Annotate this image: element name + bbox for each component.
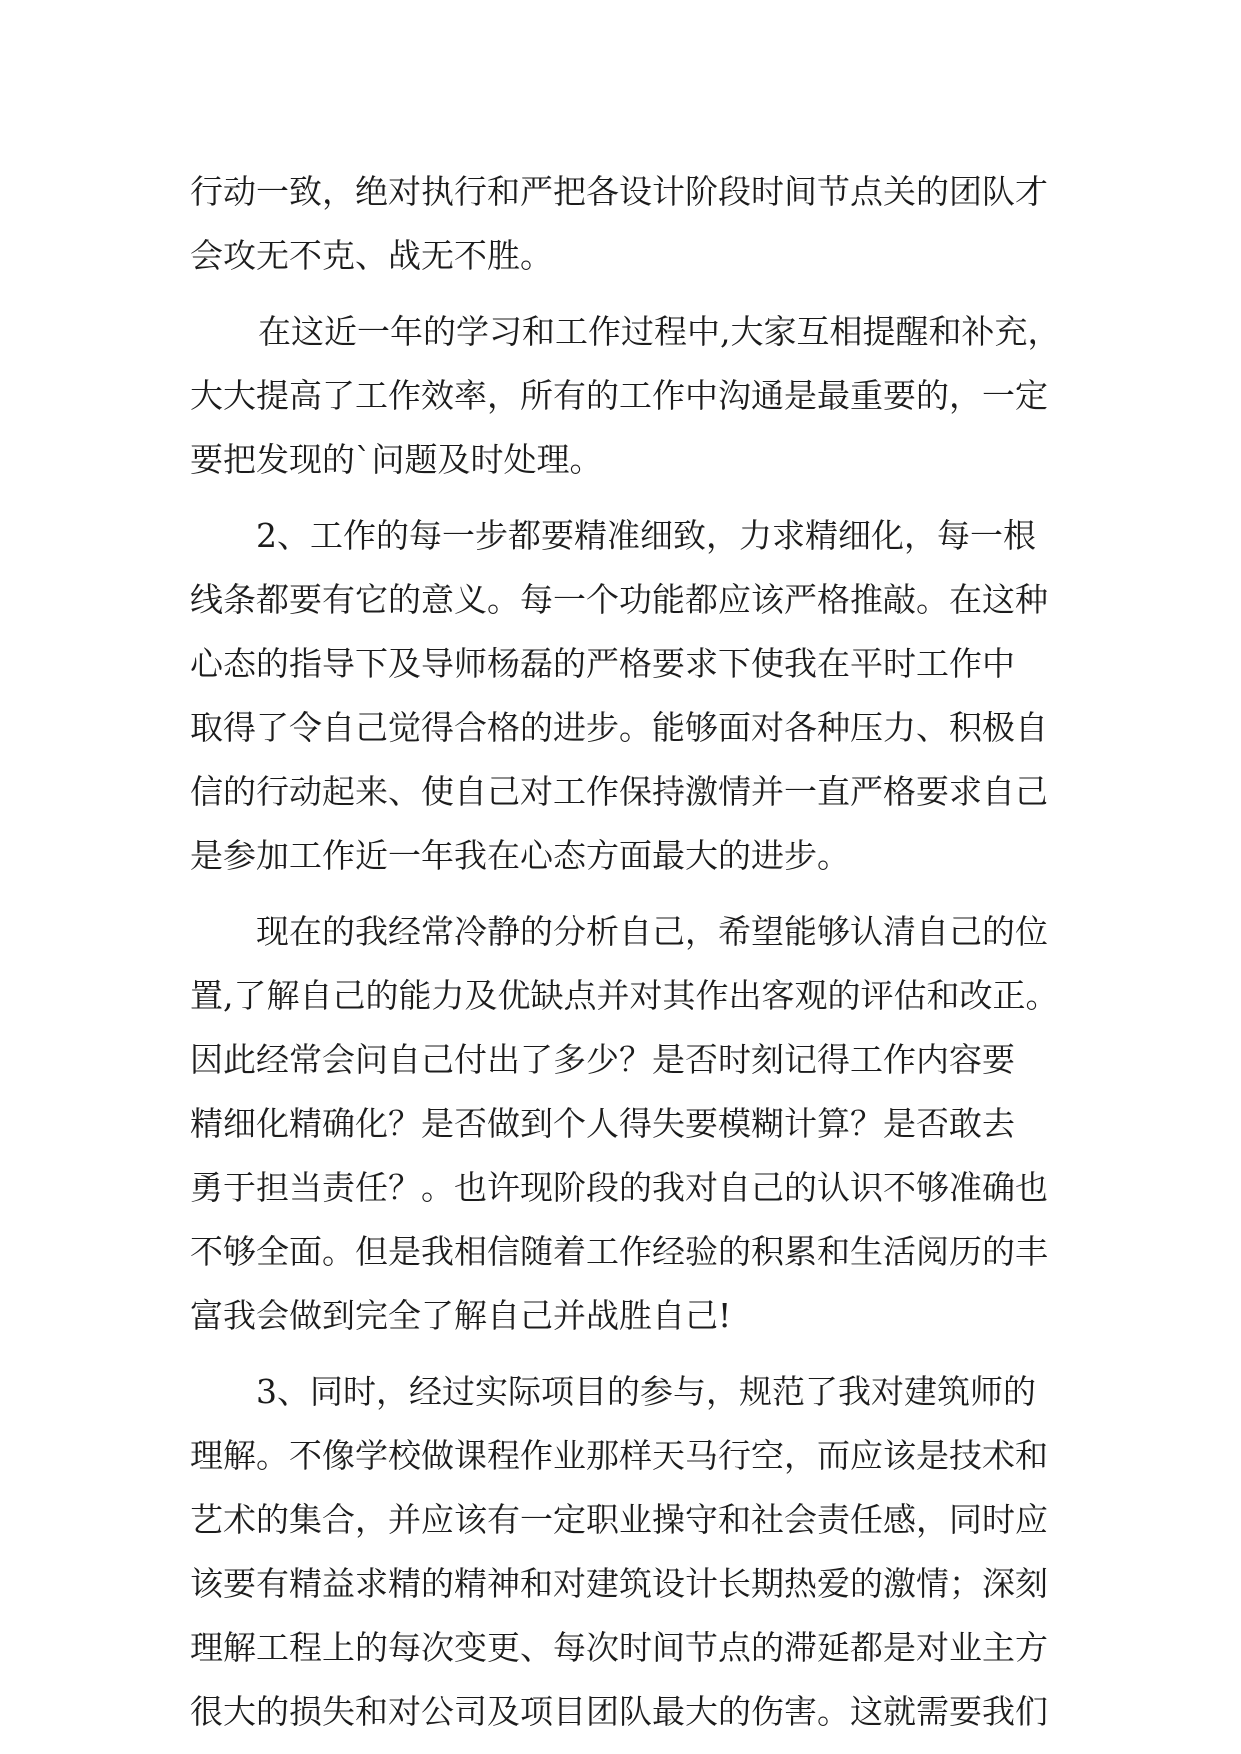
text-line: 勇于担当责任？。也许现阶段的我对自己的认识不够准确也: [190, 1168, 1048, 1207]
text-line: 要把发现的`问题及时处理。: [190, 440, 603, 479]
text-line: 很大的损失和对公司及项目团队最大的伤害。这就需要我们: [190, 1692, 1048, 1731]
paragraph-start-line: 现在的我经常冷静的分析自己，希望能够认清自己的位: [256, 912, 1048, 951]
text-line: 置,了解自己的能力及优缺点并对其作出客观的评估和改正。: [190, 976, 1059, 1015]
text-line: 理解。不像学校做课程作业那样天马行空，而应该是技术和: [190, 1436, 1048, 1475]
text-line: 取得了令自己觉得合格的进步。能够面对各种压力、积极自: [190, 708, 1048, 747]
text-line: 因此经常会问自己付出了多少？是否时刻记得工作内容要: [190, 1040, 1015, 1079]
text-line: 大大提高了工作效率，所有的工作中沟通是最重要的，一定: [190, 376, 1048, 415]
paragraph-start-line: 3、同时，经过实际项目的参与，规范了我对建筑师的: [256, 1372, 1036, 1411]
text-line: 精细化精确化？是否做到个人得失要模糊计算？是否敢去: [190, 1104, 1015, 1143]
text-line: 线条都要有它的意义。每一个功能都应该严格推敲。在这种: [190, 580, 1048, 619]
text-line: 是参加工作近一年我在心态方面最大的进步。: [190, 836, 850, 875]
paragraph-start-line: 2、工作的每一步都要精准细致，力求精细化，每一根: [256, 516, 1036, 555]
text-line: 富我会做到完全了解自己并战胜自己!: [190, 1296, 732, 1335]
text-line: 理解工程上的每次变更、每次时间节点的滞延都是对业主方: [190, 1628, 1048, 1667]
text-line: 行动一致，绝对执行和严把各设计阶段时间节点关的团队才: [190, 172, 1048, 211]
paragraph-start-line: 在这近一年的学习和工作过程中,大家互相提醒和补充，: [258, 312, 1061, 351]
text-line: 信的行动起来、使自己对工作保持激情并一直严格要求自己: [190, 772, 1048, 811]
text-line: 艺术的集合，并应该有一定职业操守和社会责任感，同时应: [190, 1500, 1048, 1539]
text-line: 不够全面。但是我相信随着工作经验的积累和生活阅历的丰: [190, 1232, 1048, 1271]
text-line: 心态的指导下及导师杨磊的严格要求下使我在平时工作中: [190, 644, 1015, 683]
text-line: 该要有精益求精的精神和对建筑设计长期热爱的激情；深刻: [190, 1564, 1048, 1603]
text-line: 会攻无不克、战无不胜。: [190, 236, 553, 275]
